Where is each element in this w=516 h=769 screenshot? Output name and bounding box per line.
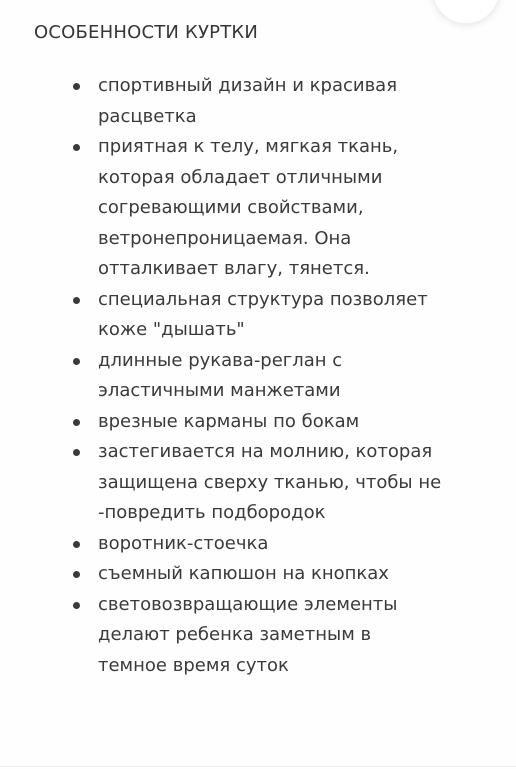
list-item-text: расцветка	[98, 105, 197, 127]
list-item-text: делают ребенка заметным в	[98, 624, 372, 645]
list-item	[0, 529, 516, 560]
list-item-text: коже "дышать"	[98, 319, 245, 340]
floating-action-button[interactable]	[432, 0, 500, 24]
bullet-icon	[73, 571, 80, 578]
bullet-icon	[73, 358, 80, 365]
list-item-text: защищена сверху тканью, чтобы не	[98, 471, 442, 493]
list-item-text: спортивный дизайн и красивая	[98, 75, 398, 96]
divider	[0, 766, 516, 767]
list-item-text: темное время суток	[98, 654, 289, 676]
list-item	[0, 437, 516, 529]
list-item-text: приятная к телу, мягкая ткань,	[98, 136, 399, 157]
list-item-text: -повредить подбородок	[98, 502, 326, 523]
bullet-icon	[73, 297, 80, 304]
list-item-text: длинные рукава-реглан с	[98, 349, 343, 371]
list-item-text: врезные карманы по бокам	[98, 410, 360, 432]
list-item-text: согревающими свойствами,	[98, 197, 364, 218]
list-item-text: которая обладает отличными	[98, 166, 383, 188]
list-item-text: воротник-стоечка	[98, 532, 269, 554]
list-item	[0, 71, 516, 132]
list-item-text: отталкивает влагу, тянется.	[98, 258, 370, 279]
bullet-icon	[73, 541, 80, 548]
list-item	[0, 346, 516, 407]
list-item	[0, 132, 516, 285]
bullet-icon	[73, 144, 80, 151]
bullet-icon	[73, 83, 80, 90]
list-item-text: световозвращающие элементы	[98, 593, 398, 615]
list-item-text: ветронепроницаемая. Она	[98, 227, 352, 249]
list-item	[0, 285, 516, 346]
list-item-text: специальная структура позволяет	[98, 288, 428, 310]
list-item-text: съемный капюшон на кнопках	[98, 563, 389, 584]
list-item-text: застегивается на молнию, которая	[98, 441, 433, 462]
bullet-icon	[73, 419, 80, 426]
bullet-icon	[73, 602, 80, 609]
features-list	[0, 71, 516, 681]
list-item-text: эластичными манжетами	[98, 380, 341, 401]
list-item	[0, 407, 516, 438]
list-item	[0, 590, 516, 682]
list-item	[0, 559, 516, 590]
bullet-icon	[73, 449, 80, 456]
section-title: ОСОБЕННОСТИ КУРТКИ	[34, 22, 259, 43]
